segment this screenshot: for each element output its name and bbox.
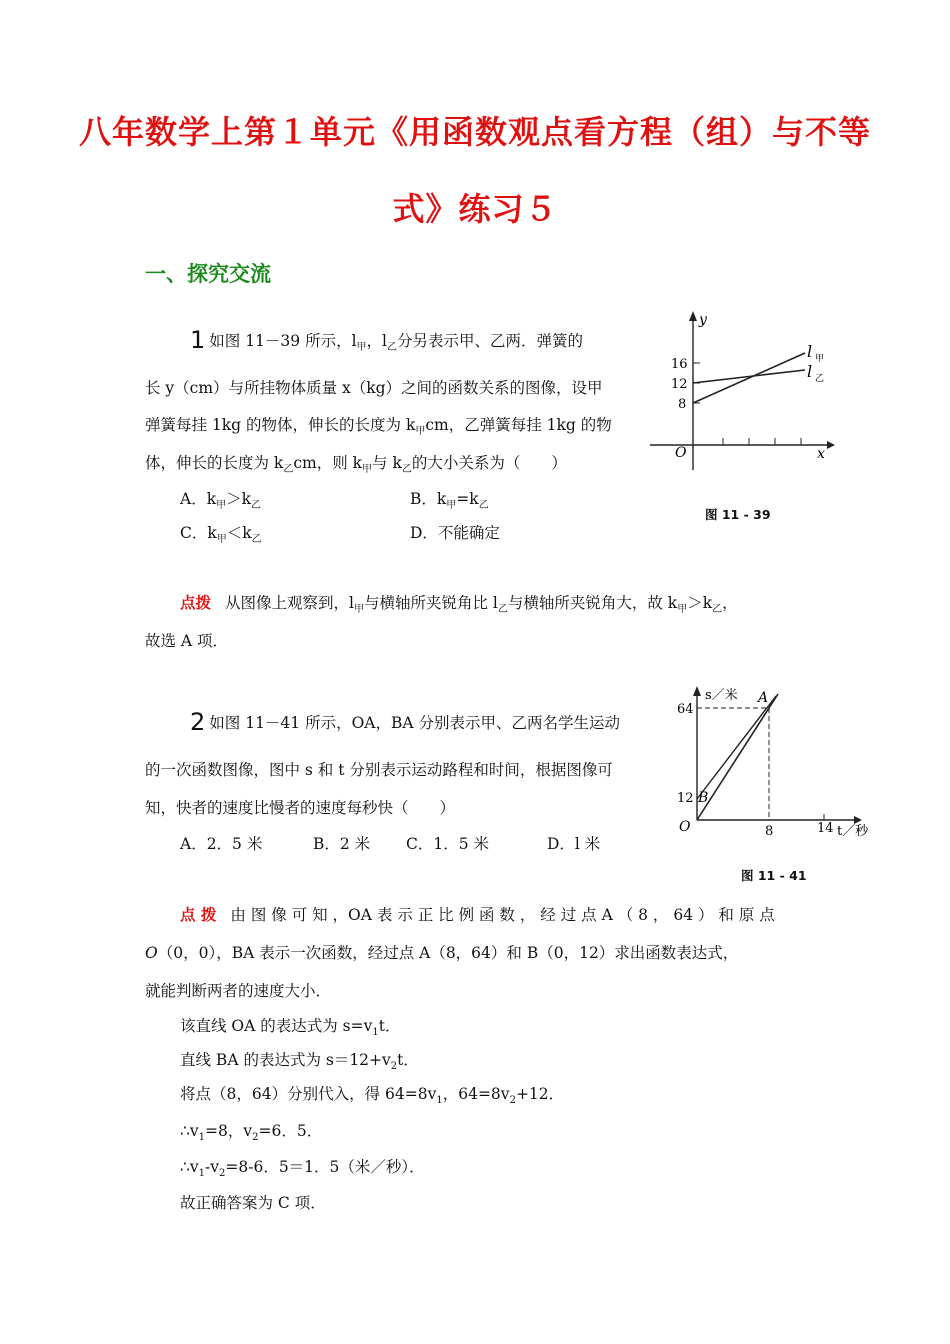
tick-12: 12 bbox=[671, 377, 688, 392]
x-axis-arrow-icon bbox=[827, 441, 835, 449]
origin-label: O bbox=[679, 819, 691, 835]
figure-11-39-caption: 图 11 - 39 bbox=[705, 507, 771, 522]
origin-label: O bbox=[675, 445, 687, 461]
label-l-jia: l bbox=[807, 342, 813, 361]
q1-line-3: 弹簧每挂 1kg 的物体，伸长的长度为 $k_甲cm$，乙弹簧每挂 1kg 的物 bbox=[145, 416, 612, 438]
label-l-yi: l bbox=[807, 362, 813, 381]
line-BA bbox=[697, 696, 776, 799]
point-B-label: B bbox=[698, 790, 709, 806]
t-axis-arrow-icon bbox=[854, 816, 862, 824]
q2-number: 2 bbox=[190, 708, 206, 736]
line-OA bbox=[697, 694, 778, 820]
q2-option-b[interactable]: B．2 米 bbox=[313, 835, 371, 853]
q1-hint-line-2: 故选 A 项． bbox=[145, 632, 229, 650]
tick-8: 8 bbox=[765, 824, 774, 839]
q2-option-c[interactable]: C．1．5 米 bbox=[406, 835, 490, 853]
figure-11-41-caption: 图 11 - 41 bbox=[741, 868, 807, 883]
tick-64: 64 bbox=[677, 702, 694, 717]
tick-12: 12 bbox=[677, 791, 694, 806]
q2-hint-line-1: 点 拨 由 图 像 可 知 ，OA 表 示 正 比 例 函 数 ， 经 过 点 A （ 8 ， 64 ） 和 原 点 bbox=[180, 906, 775, 924]
line-l-yi bbox=[693, 370, 805, 383]
q1-line-1: 1 如图 11－39 所示，$l_甲$，$l_乙$分另表示甲、乙两．弹簧的 bbox=[190, 326, 584, 354]
q2-solution-6: 故正确答案为 C 项． bbox=[180, 1194, 326, 1212]
q2-hint-line-2: O（0，0），BA 表示一次函数，经过点 A（8，64）和 B（0，12）求出函数表达式， bbox=[145, 944, 739, 962]
q2-option-d[interactable]: D．l 米 bbox=[547, 835, 601, 853]
q1-option-d[interactable]: D．不能确定 bbox=[410, 524, 500, 542]
figure-11-41 bbox=[672, 680, 882, 850]
q2-line-3: 知，快者的速度比慢者的速度每秒快（ ） bbox=[145, 799, 456, 817]
q2-solution-2: 直线 BA 的表达式为 $s=12+v_2t$． bbox=[180, 1051, 419, 1073]
q1-option-c[interactable]: C．$k_甲<k_乙$ bbox=[180, 524, 262, 546]
q1-hint-label: 点拨 bbox=[180, 594, 212, 612]
tick-14: 14 bbox=[817, 821, 834, 836]
page-title-line-2: 式》练习５ bbox=[392, 190, 558, 228]
page-title-line-1: 八年数学上第１单元《用函数观点看方程（组）与不等 bbox=[78, 113, 871, 151]
q2-solution-3: 将点（8，64）分别代入，得 $64=8v_1$，$64=8v_2+12$． bbox=[180, 1085, 565, 1107]
q2-hint-label: 点 拨 bbox=[180, 906, 217, 924]
q1-line-4: 体，伸长的长度为 $k_乙cm$，则 $k_甲$与 $k_乙$的大小关系为（ ） bbox=[145, 454, 567, 476]
q1-option-a[interactable]: A．$k_甲>k_乙$ bbox=[180, 490, 261, 512]
q2-hint-line-3: 就能判断两者的速度大小． bbox=[145, 982, 332, 1000]
tick-16: 16 bbox=[671, 357, 688, 372]
q2-solution-5: $\therefore v_1-v_2=8-6$．5＝1．5（米／秒）． bbox=[180, 1158, 425, 1180]
y-axis-label: y bbox=[699, 312, 707, 328]
q2-line-1: 2 如图 11－41 所示，OA，BA 分别表示甲、乙两名学生运动 bbox=[190, 708, 620, 736]
q2-line-2: 的一次函数图像，图中 s 和 t 分别表示运动路程和时间，根据图像可 bbox=[145, 761, 613, 779]
s-axis-arrow-icon bbox=[693, 686, 701, 696]
q1-line-2: 长 y（cm）与所挂物体质量 x（kg）之间的函数关系的图像，设甲 bbox=[145, 379, 603, 397]
y-axis-arrow-icon bbox=[689, 311, 697, 321]
section-heading: 一、探究交流 bbox=[145, 262, 271, 286]
q1-option-b[interactable]: B．$k_甲=k_乙$ bbox=[410, 490, 489, 512]
figure-11-39 bbox=[645, 305, 845, 475]
x-axis-label: x bbox=[817, 446, 825, 462]
t-axis-label: t／秒 bbox=[837, 824, 869, 839]
q1-hint-line-1: 点拨 从图像上观察到，$l_甲$与横轴所夹锐角比 $l_乙$与横轴所夹锐角大，故 $k_甲>k_乙$， bbox=[180, 594, 738, 616]
line-l-jia bbox=[693, 353, 805, 403]
svg-text:甲: 甲 bbox=[815, 354, 825, 364]
tick-8: 8 bbox=[678, 397, 687, 412]
q2-option-a[interactable]: A．2．5 米 bbox=[180, 835, 263, 853]
q2-solution-4: $\therefore v_1=8$，$v_2=6$．5． bbox=[180, 1122, 323, 1144]
svg-text:乙: 乙 bbox=[815, 374, 825, 384]
point-A-label: A bbox=[758, 690, 769, 706]
q2-solution-1: 该直线 OA 的表达式为 $s=v_1t$． bbox=[180, 1017, 401, 1039]
q1-number: 1 bbox=[190, 326, 206, 354]
s-axis-label: s／米 bbox=[705, 688, 738, 703]
